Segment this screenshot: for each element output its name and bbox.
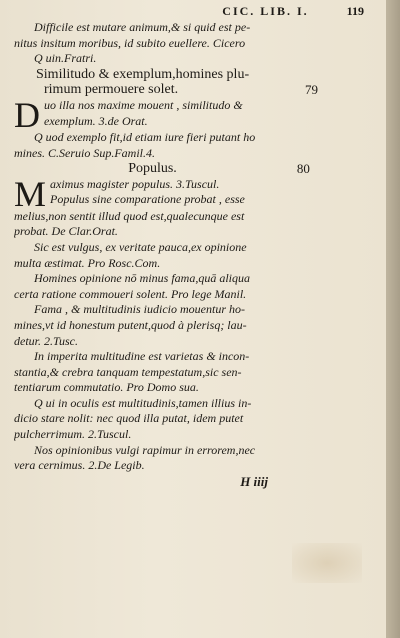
text-line: uo illa nos maxime mouent , similitudo & <box>44 97 243 112</box>
text-line: vera cernimus. 2.De Legib. <box>14 458 145 473</box>
text-line: Sic est vulgus, ex veritate pauca,ex opinione <box>34 239 247 254</box>
text-line: exemplum. 3.de Orat. <box>44 113 148 128</box>
text-line: Nos opinionibus vulgi rapimur in errorem,nec <box>34 442 256 457</box>
section-heading-row <box>14 161 364 177</box>
section-number: 79 <box>305 82 318 98</box>
text-line: Populus sine comparatione probat , esse <box>50 192 245 207</box>
text-line: stantia,& crebra tanquam tempestatum,sic sen- <box>14 364 242 379</box>
paragraph <box>14 173 364 214</box>
section-heading: Similitudo & exemplum,homines plu- <box>36 66 250 82</box>
page-header <box>14 4 364 18</box>
text-line: dicio stare nolit: nec quod illa putat, idem putet <box>14 411 244 426</box>
text-line: certa ratione commoueri solent. Pro lege Manil. <box>14 286 247 301</box>
paragraph <box>14 94 364 135</box>
text-line: nitus insitum moribus, id subito euellere. Cicero <box>14 35 246 50</box>
paper-stain <box>292 543 362 583</box>
page-number: 119 <box>346 4 364 18</box>
page-text <box>14 4 364 489</box>
text-line: tentiarum commutatio. Pro Domo sua. <box>14 380 199 395</box>
text-line: aximus magister populus. 3.Tuscul. <box>50 176 220 191</box>
text-line: In imperita multitudine est varietas & incon- <box>34 349 250 364</box>
text-line: Fama , & multitudinis iudicio mouentur ho- <box>34 302 245 317</box>
running-title: CIC. LIB. I. <box>222 4 309 18</box>
text-line: Q ui in oculis est multitudinis,tamen illius in- <box>34 395 252 410</box>
text-line: multa æstimat. Pro Rosc.Com. <box>14 255 161 270</box>
drop-capital: M <box>14 173 47 214</box>
text-line: Q uin.Fratri. <box>34 51 97 66</box>
text-line: probat. De Clar.Orat. <box>14 224 118 239</box>
text-line: Difficile est mutare animum,& si quid est pe- <box>34 20 251 34</box>
signature-mark: H iiij <box>240 473 268 489</box>
page-edge <box>386 0 400 638</box>
section-number: 80 <box>296 161 310 177</box>
text-line: Homines opinione nō minus fama,quā aliqua <box>34 271 250 286</box>
section-heading: rimum permouere solet. <box>44 82 179 98</box>
text-line: pulcherrimum. 2.Tuscul. <box>14 427 132 442</box>
drop-capital: D <box>14 94 40 135</box>
text-line: melius,non sentit illud quod est,qualecunque est <box>14 208 245 223</box>
section-heading: Populus. <box>128 161 177 177</box>
text-line: detur. 2.Tusc. <box>14 333 79 348</box>
text-line: mines,vt id honestum putent,quod à plerisq; lau- <box>14 317 247 332</box>
text-line: Q uod exemplo fit,id etiam iure fieri putant ho <box>34 129 256 144</box>
section-heading-row <box>14 82 364 98</box>
text-line: mines. C.Seruio Sup.Famil.4. <box>14 145 155 160</box>
